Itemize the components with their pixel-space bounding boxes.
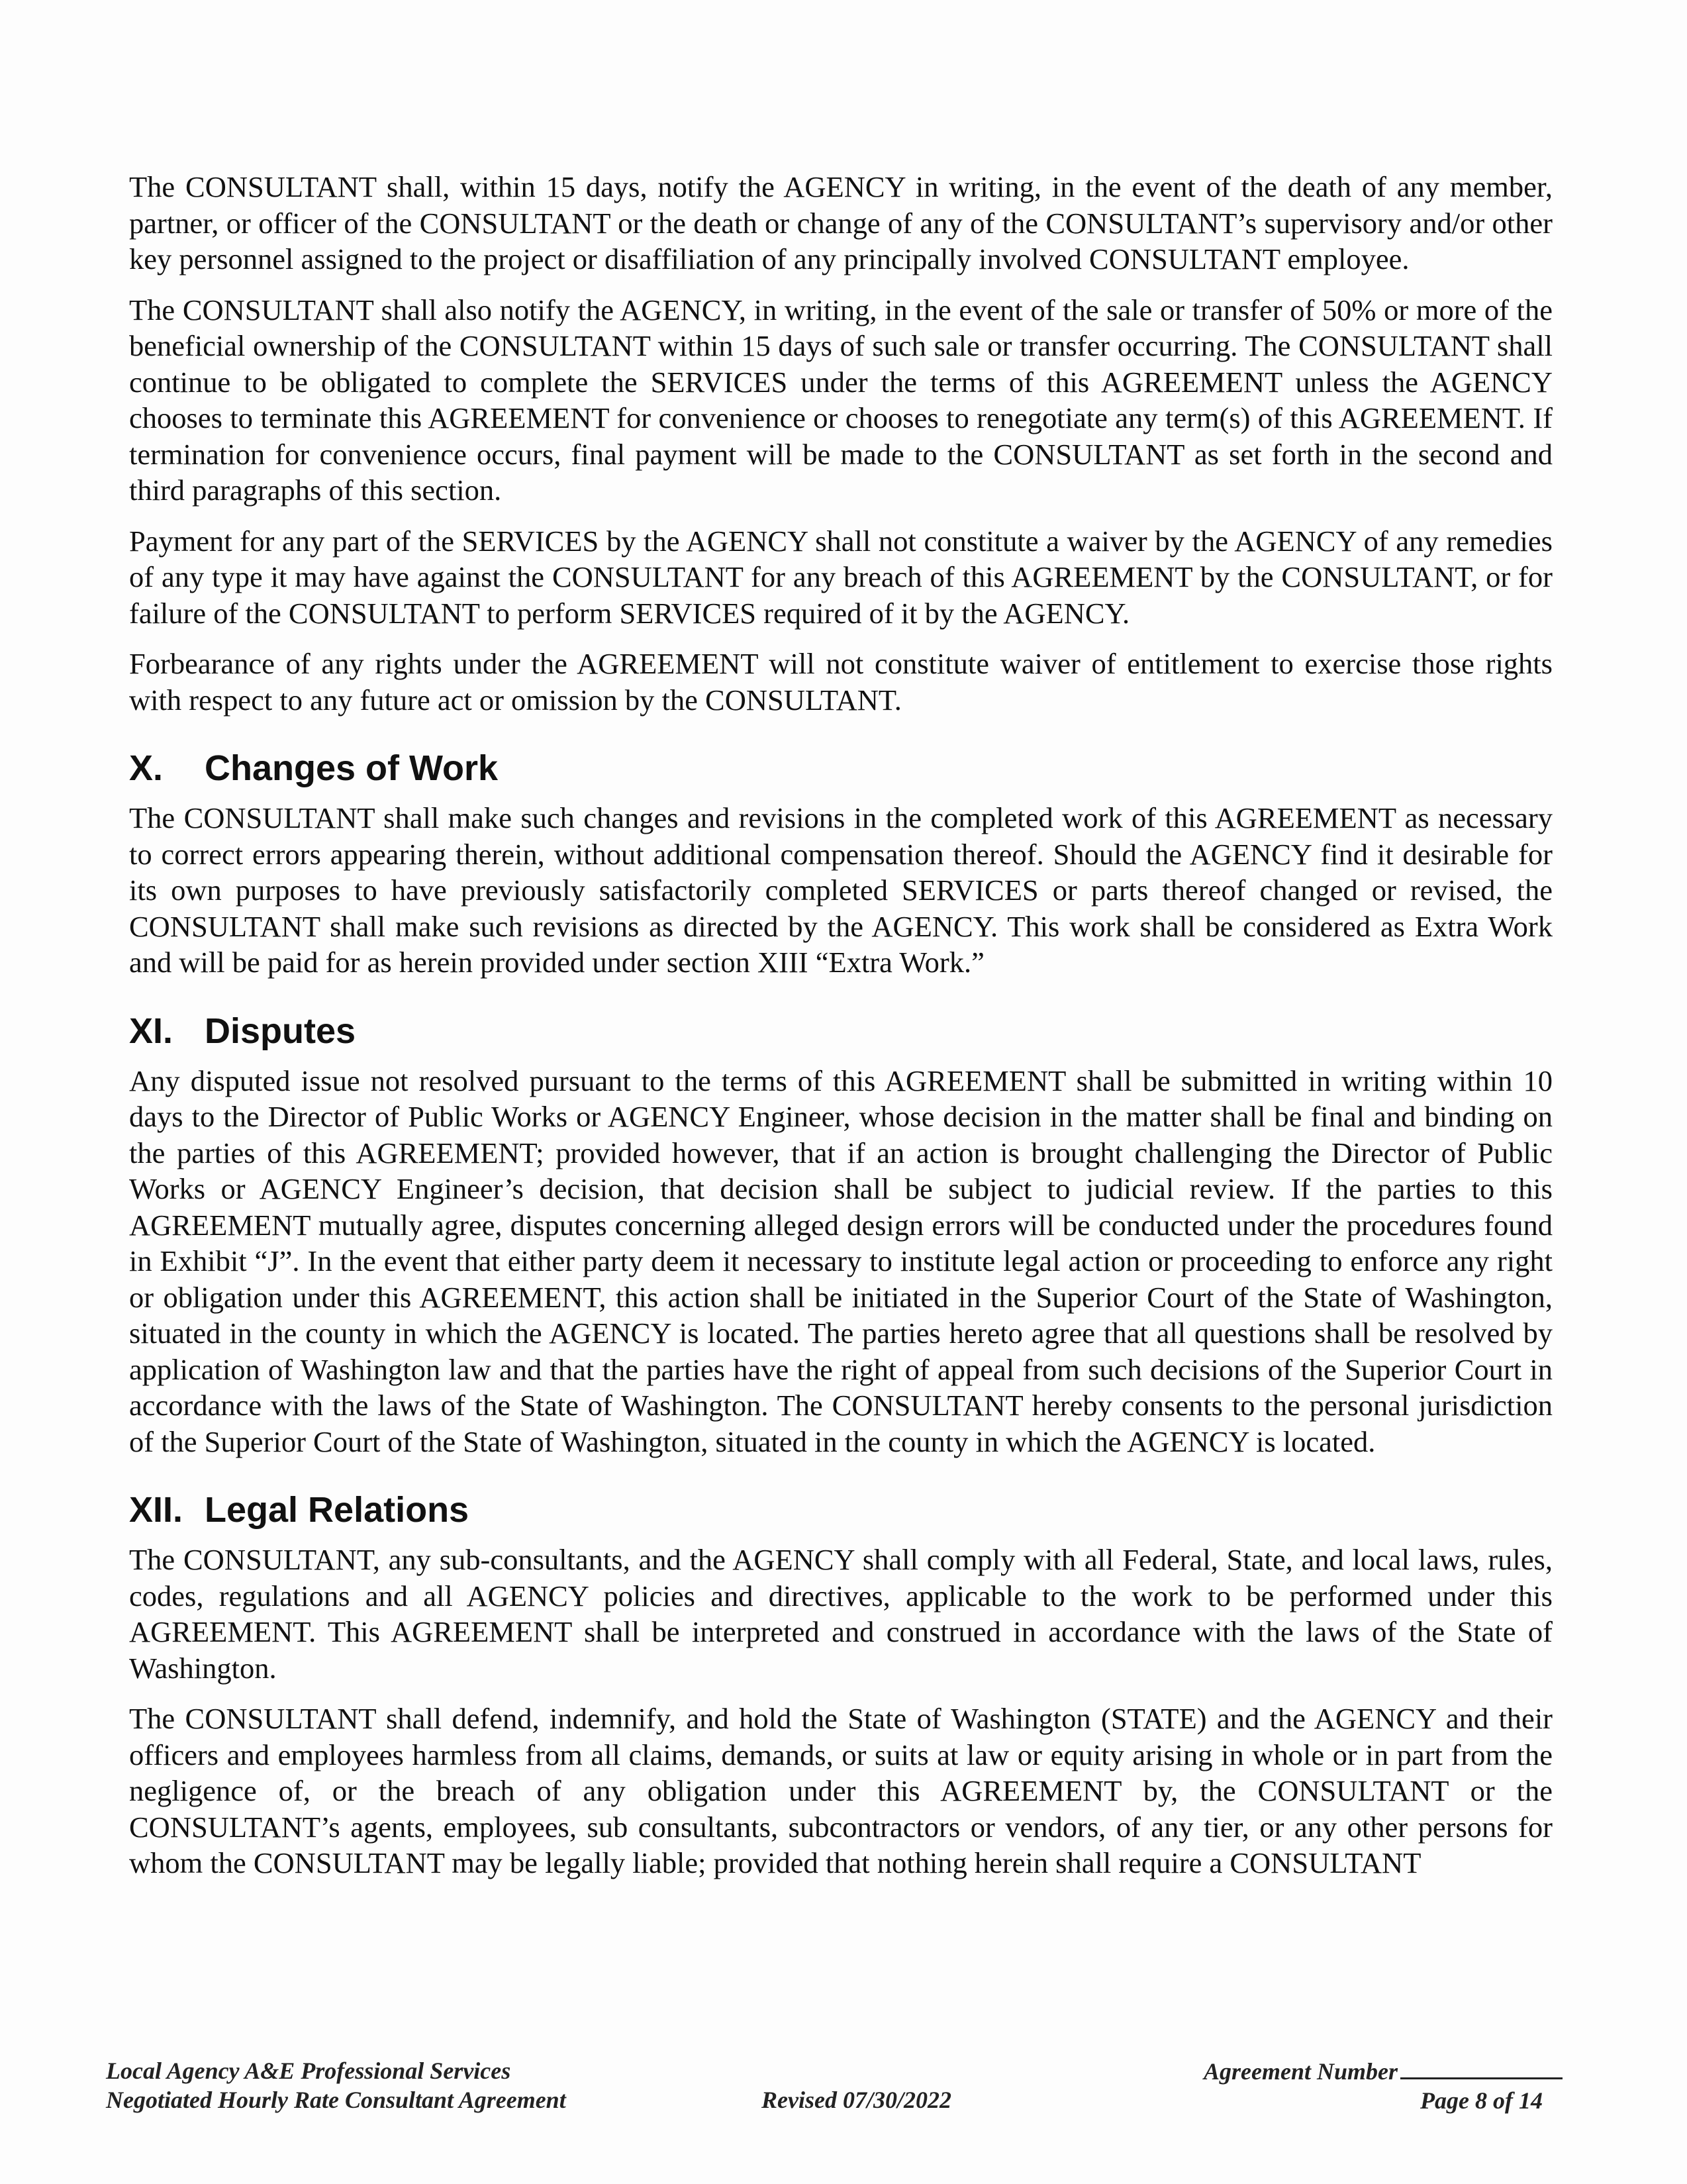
paragraph: The CONSULTANT, any sub-consultants, and the AGENCY shall comply with all Federal, State, and local laws, rules, codes, regulations and all AGENCY policies and directives, applicable to the work to be performed under this AGREEMENT. This AGREEMENT shall be interpreted and construed in accordance with the laws of the State of Washington. [129,1543,1553,1685]
page-footer [106,2056,1563,2129]
agreement-number-line [1204,2056,1563,2086]
section-number: X. [129,748,164,788]
section-heading-disputes [129,1010,1553,1052]
footer-agreement-info [1204,2056,1563,2115]
page-number: Page 8 of 14 [1420,2087,1543,2114]
section-heading-legal-relations [129,1489,1553,1531]
paragraph: The CONSULTANT shall make such changes and revisions in the completed work of this AGREEMENT as necessary to correct errors appearing therein, without additional compensation thereof. Should the AGENCY find it desirable for its own purposes to have previously satisfactorily completed SERVICES or parts thereof changed or revised, the CONSULTANT shall make such revisions as directed by the AGENCY. This work shall be considered as Extra Work and will be paid for as herein provided under section XIII “Extra Work.” [129,801,1553,979]
section-title: Changes of Work [205,748,499,788]
agreement-number-label: Agreement Number [1204,2058,1398,2085]
section-title: Legal Relations [205,1490,469,1530]
agreement-number-blank [1400,2056,1563,2079]
footer-revised-date: Revised 07/30/2022 [761,2087,951,2113]
document-body [129,169,1553,1896]
section-number: XII. [129,1490,183,1530]
paragraph: The CONSULTANT shall, within 15 days, notify the AGENCY in writing, in the event of the death of any member, partner, or officer of the CONSULTANT or the death or change of any of the CONSULTANT’s supervisory and/or other key personnel assigned to the project or disaffiliation of any principally involved CONSULTANT employee. [129,170,1553,275]
paragraph: The CONSULTANT shall also notify the AGENCY, in writing, in the event of the sale or transfer of 50% or more of the beneficial ownership of the CONSULTANT within 15 days of such sale or transfer occurring. The CONSULTANT shall continue to be obligated to complete the SERVICES under the terms of this AGREEMENT unless the AGENCY chooses to terminate this AGREEMENT for convenience or chooses to renegotiate any term(s) of this AGREEMENT. If termination for convenience occurs, final payment will be made to the CONSULTANT as set forth in the second and third paragraphs of this section. [129,293,1553,507]
section-title: Disputes [205,1011,356,1051]
paragraph: Payment for any part of the SERVICES by the AGENCY shall not constitute a waiver by the AGENCY of any remedies of any type it may have against the CONSULTANT for any breach of this AGREEMENT by the CONSULTANT, or for failure of the CONSULTANT to perform SERVICES required of it by the AGENCY. [129,524,1553,630]
footer-title-line: Negotiated Hourly Rate Consultant Agreement [106,2087,566,2113]
paragraph: Any disputed issue not resolved pursuant to the terms of this AGREEMENT shall be submitted in writing within 10 days to the Director of Public Works or AGENCY Engineer, whose decision in the matter shall be final and binding on the parties of this AGREEMENT; provided however, that if an action is brought challenging the Director of Public Works or AGENCY Engineer’s decision, that decision shall be subject to judicial review. If the parties to this AGREEMENT mutually agree, disputes concerning alleged design errors will be conducted under the procedures found in Exhibit “J”. In the event that either party deem it necessary to institute legal action or proceeding to enforce any right or obligation under this AGREEMENT, this action shall be initiated in the Superior Court of the State of Washington, situated in the county in which the AGENCY is located. The parties hereto agree that all questions shall be resolved by application of Washington law and that the parties have the right of appeal from such decisions of the Superior Court in accordance with the laws of the State of Washington. The CONSULTANT hereby consents to the personal jurisdiction of the Superior Court of the State of Washington, situated in the county in which the AGENCY is located. [129,1064,1553,1458]
footer-title-line: Local Agency A&E Professional Services [106,2058,511,2084]
section-heading-changes-of-work [129,747,1553,789]
footer-document-title [106,2056,566,2114]
paragraph: The CONSULTANT shall defend, indemnify, and hold the State of Washington (STATE) and the AGENCY and their officers and employees harmless from all claims, demands, or suits at law or equity arising in whole or in part from the negligence of, or the breach of any obligation under this AGREEMENT by, the CONSULTANT or the CONSULTANT’s agents, employees, sub consultants, subcontractors or vendors, of any tier, or any other persons for whom the CONSULTANT may be legally liable; provided that nothing herein shall require a CONSULTANT [129,1702,1553,1879]
section-number: XI. [129,1011,173,1051]
paragraph: Forbearance of any rights under the AGREEMENT will not constitute waiver of entitlement to exercise those rights with respect to any future act or omission by the CONSULTANT. [129,647,1553,717]
